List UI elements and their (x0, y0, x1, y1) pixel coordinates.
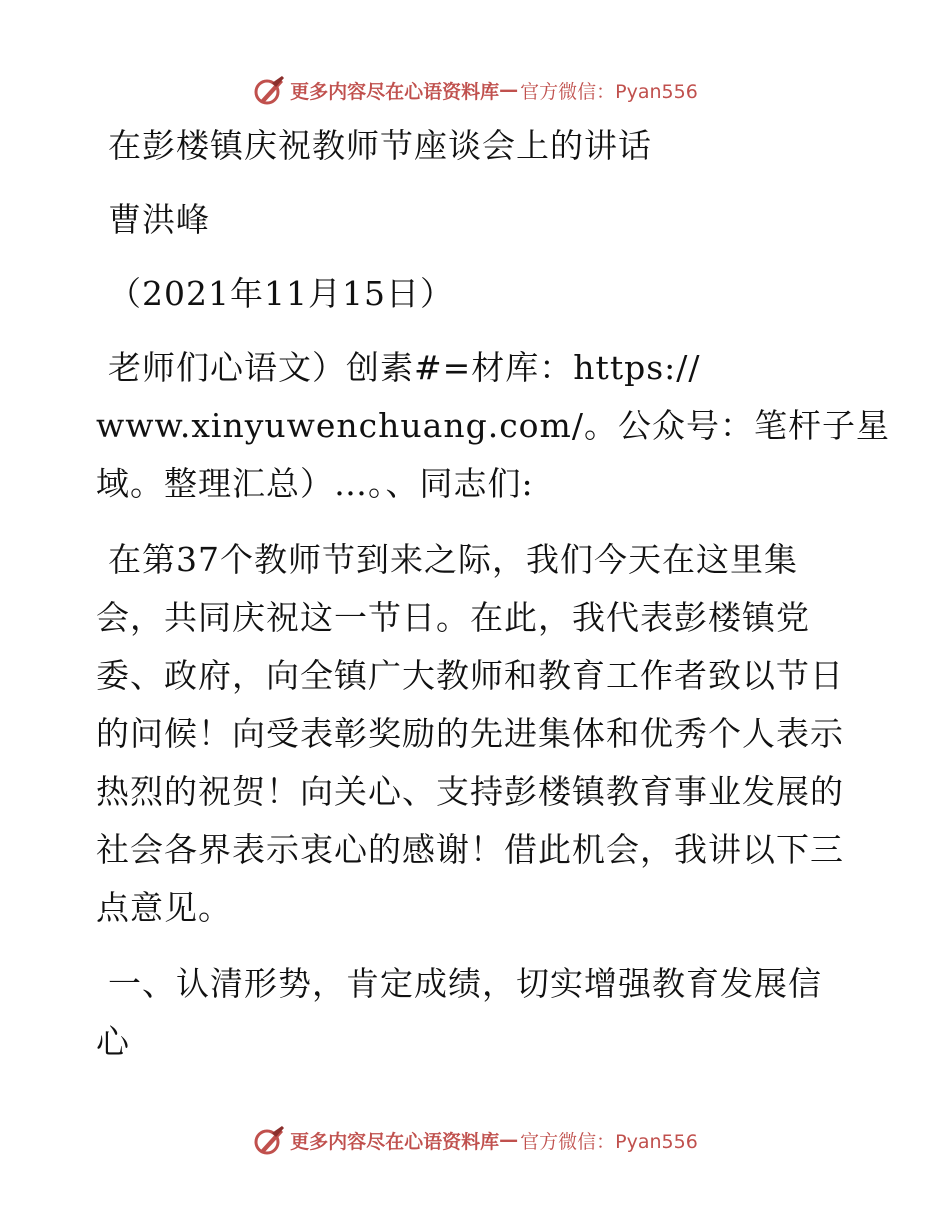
document-title: 在彭楼镇庆祝教师节座谈会上的讲话 (108, 126, 652, 165)
document-date: （2021年11月15日） (108, 274, 454, 313)
watermark-contact: 官方微信：Pyan556 (520, 80, 698, 103)
paragraph-line: 在第37个教师节到来之际，我们今天在这里集 (108, 540, 798, 579)
paragraph-line: www.xinyuwenchuang.com/。公众号：笔杆子星 (96, 406, 890, 445)
paragraph-line: 社会各界表示衷心的感谢！借此机会，我讲以下三 (96, 830, 844, 869)
paragraph-line: 域。整理汇总）…。、同志们: (96, 464, 534, 503)
paragraph-line: 热烈的祝贺！向关心、支持彭楼镇教育事业发展的 (96, 772, 844, 811)
section-heading-continuation: 心 (96, 1022, 130, 1061)
watermark-text: 更多内容尽在心语资料库 (290, 1130, 500, 1153)
quill-pen-logo-icon (252, 1123, 286, 1157)
paragraph-line: 老师们心语文）创素#=材库：https:// (108, 348, 701, 387)
header-watermark (0, 70, 950, 110)
watermark-separator: — (499, 1129, 519, 1151)
paragraph-line: 的问候！向受表彰奖励的先进集体和优秀个人表示 (96, 714, 844, 753)
watermark-separator: — (499, 79, 519, 101)
section-heading: 一、认清形势，肯定成绩，切实增强教育发展信 (108, 964, 822, 1003)
paragraph-line: 点意见。 (96, 888, 232, 927)
quill-pen-logo-icon (252, 73, 286, 107)
document-author: 曹洪峰 (108, 200, 210, 239)
watermark-text: 更多内容尽在心语资料库 (290, 80, 500, 103)
watermark-contact: 官方微信：Pyan556 (520, 1130, 698, 1153)
footer-watermark (0, 1120, 950, 1160)
paragraph-line: 会，共同庆祝这一节日。在此，我代表彭楼镇党 (96, 598, 810, 637)
paragraph-line: 委、政府，向全镇广大教师和教育工作者致以节日 (96, 656, 844, 695)
